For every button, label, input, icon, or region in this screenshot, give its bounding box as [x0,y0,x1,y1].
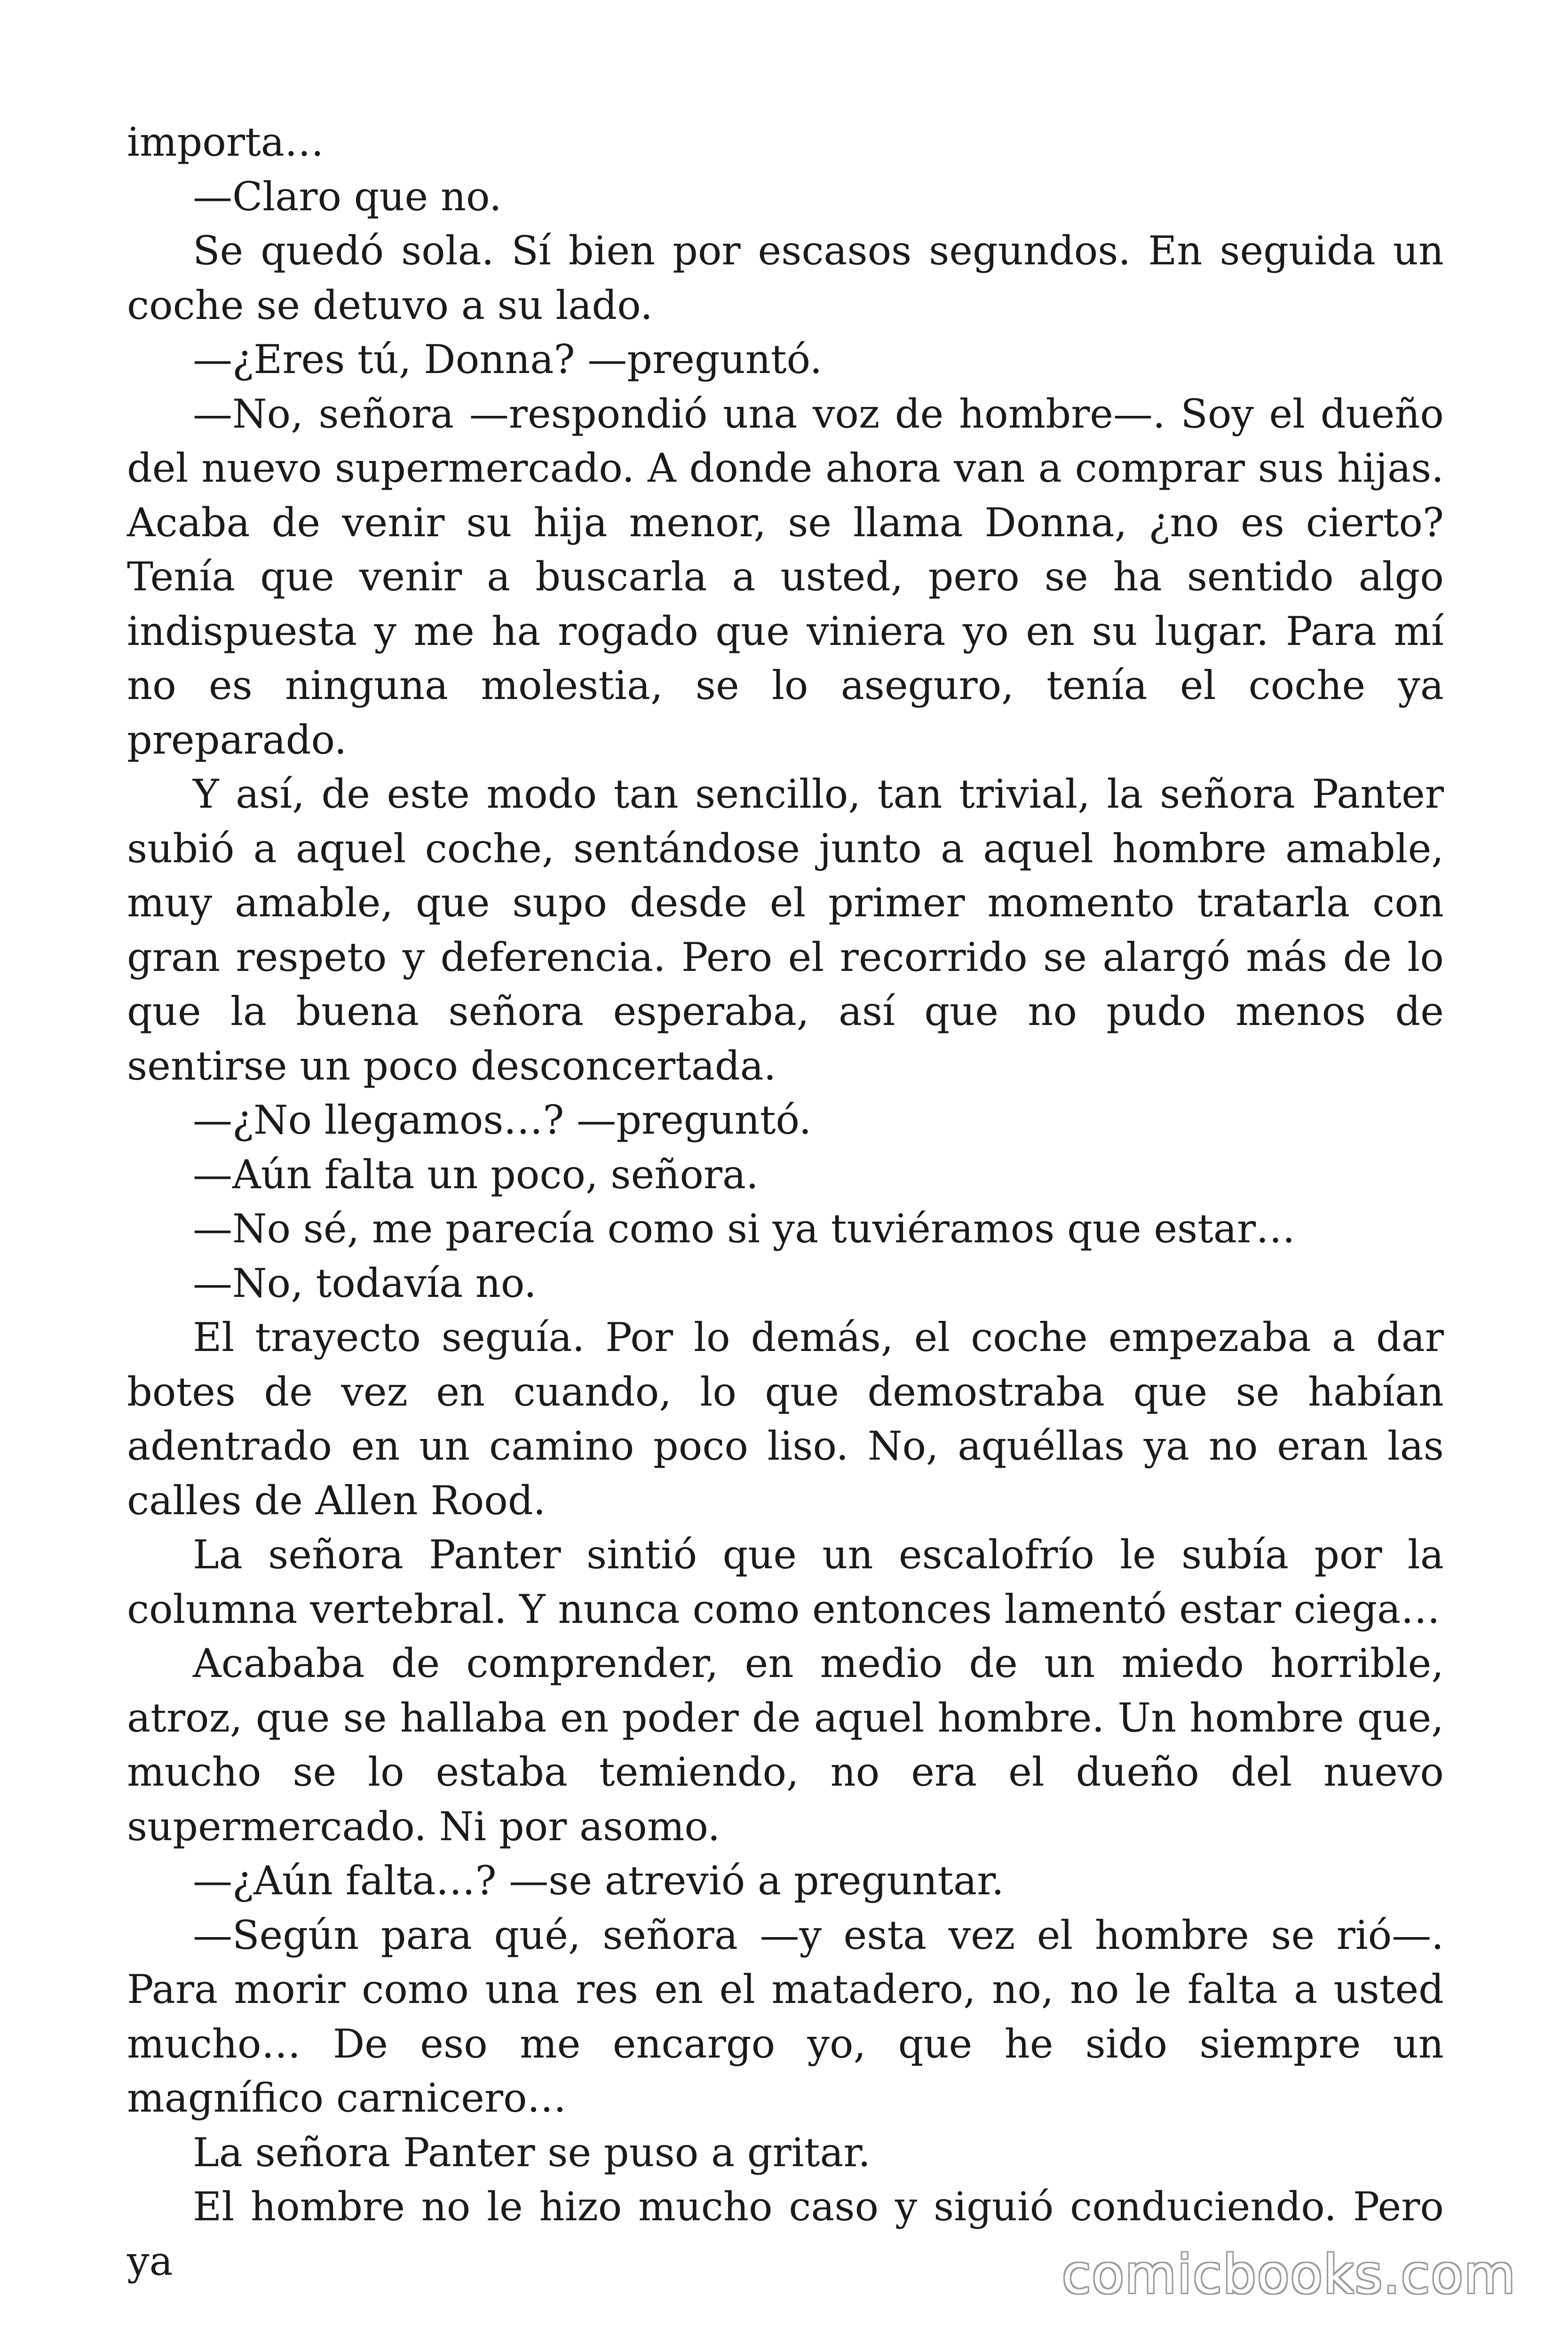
paragraph: importa… [127,119,324,165]
paragraph: —No sé, me parecía como si ya tuviéramos que estar… [193,1206,1296,1252]
paragraph: El hombre no le hizo mucho caso y siguió conduciendo. Pero ya [127,2184,1444,2284]
paragraph: —No, todavía no. [193,1260,537,1306]
paragraph: —¿Aún falta…? —se atrevió a preguntar. [193,1858,1004,1904]
paragraph: —Claro que no. [193,173,502,220]
watermark: comicbooks.com [1061,2244,1516,2305]
paragraph: —¿No llegamos…? —preguntó. [193,1097,812,1143]
paragraph: La señora Panter se puso a gritar. [193,2129,871,2176]
paragraph: —Aún falta un poco, señora. [193,1151,759,1198]
paragraph: Y así, de este modo tan sencillo, tan trivial, la señora Panter subió a aquel coche, sentándose junto a aquel hombre amable, muy amable, que supo desde el primer momento tratarla con gran respeto y deferencia. Pero el recorrido se alargó más de lo que la buena señora esperaba, así que no pudo menos de sentirse un poco desconcertada. [127,771,1444,1089]
paragraph: —¿Eres tú, Donna? —preguntó. [193,336,823,382]
paragraph: Se quedó sola. Sí bien por escasos segundos. En seguida un coche se detuvo a su lado. [127,228,1444,328]
paragraph: Acababa de comprender, en medio de un miedo horrible, atroz, que se hallaba en poder de aquel hombre. Un hombre que, mucho se lo estaba temiendo, no era el dueño del nuevo supermercado. Ni por asomo. [127,1640,1444,1850]
paragraph: El trayecto seguía. Por lo demás, el coche empezaba a dar botes de vez en cuando, lo que demostraba que se habían adentrado en un camino poco liso. No, aquéllas ya no eran las calles de Allen Rood. [127,1314,1444,1524]
paragraph: —Según para qué, señora —y esta vez el hombre se rió—. Para morir como una res en el matadero, no, no le falta a usted mucho… De eso me encargo yo, que he sido siempre un magnífico carnicero… [127,1912,1444,2121]
paragraph: —No, señora —respondió una voz de hombre—. Soy el dueño del nuevo supermercado. A donde ahora van a comprar sus hijas. Acaba de venir su hija menor, se llama Donna, ¿no es cierto? Tenía que venir a buscarla a usted, pero se ha sentido algo indispuesta y me ha rogado que viniera yo en su lugar. Para mí no es ninguna molestia, se lo aseguro, tenía el coche ya preparado. [127,390,1444,763]
paragraph: La señora Panter sintió que un escalofrío le subía por la columna vertebral. Y nunca como entonces lamentó estar ciega… [127,1532,1444,1632]
